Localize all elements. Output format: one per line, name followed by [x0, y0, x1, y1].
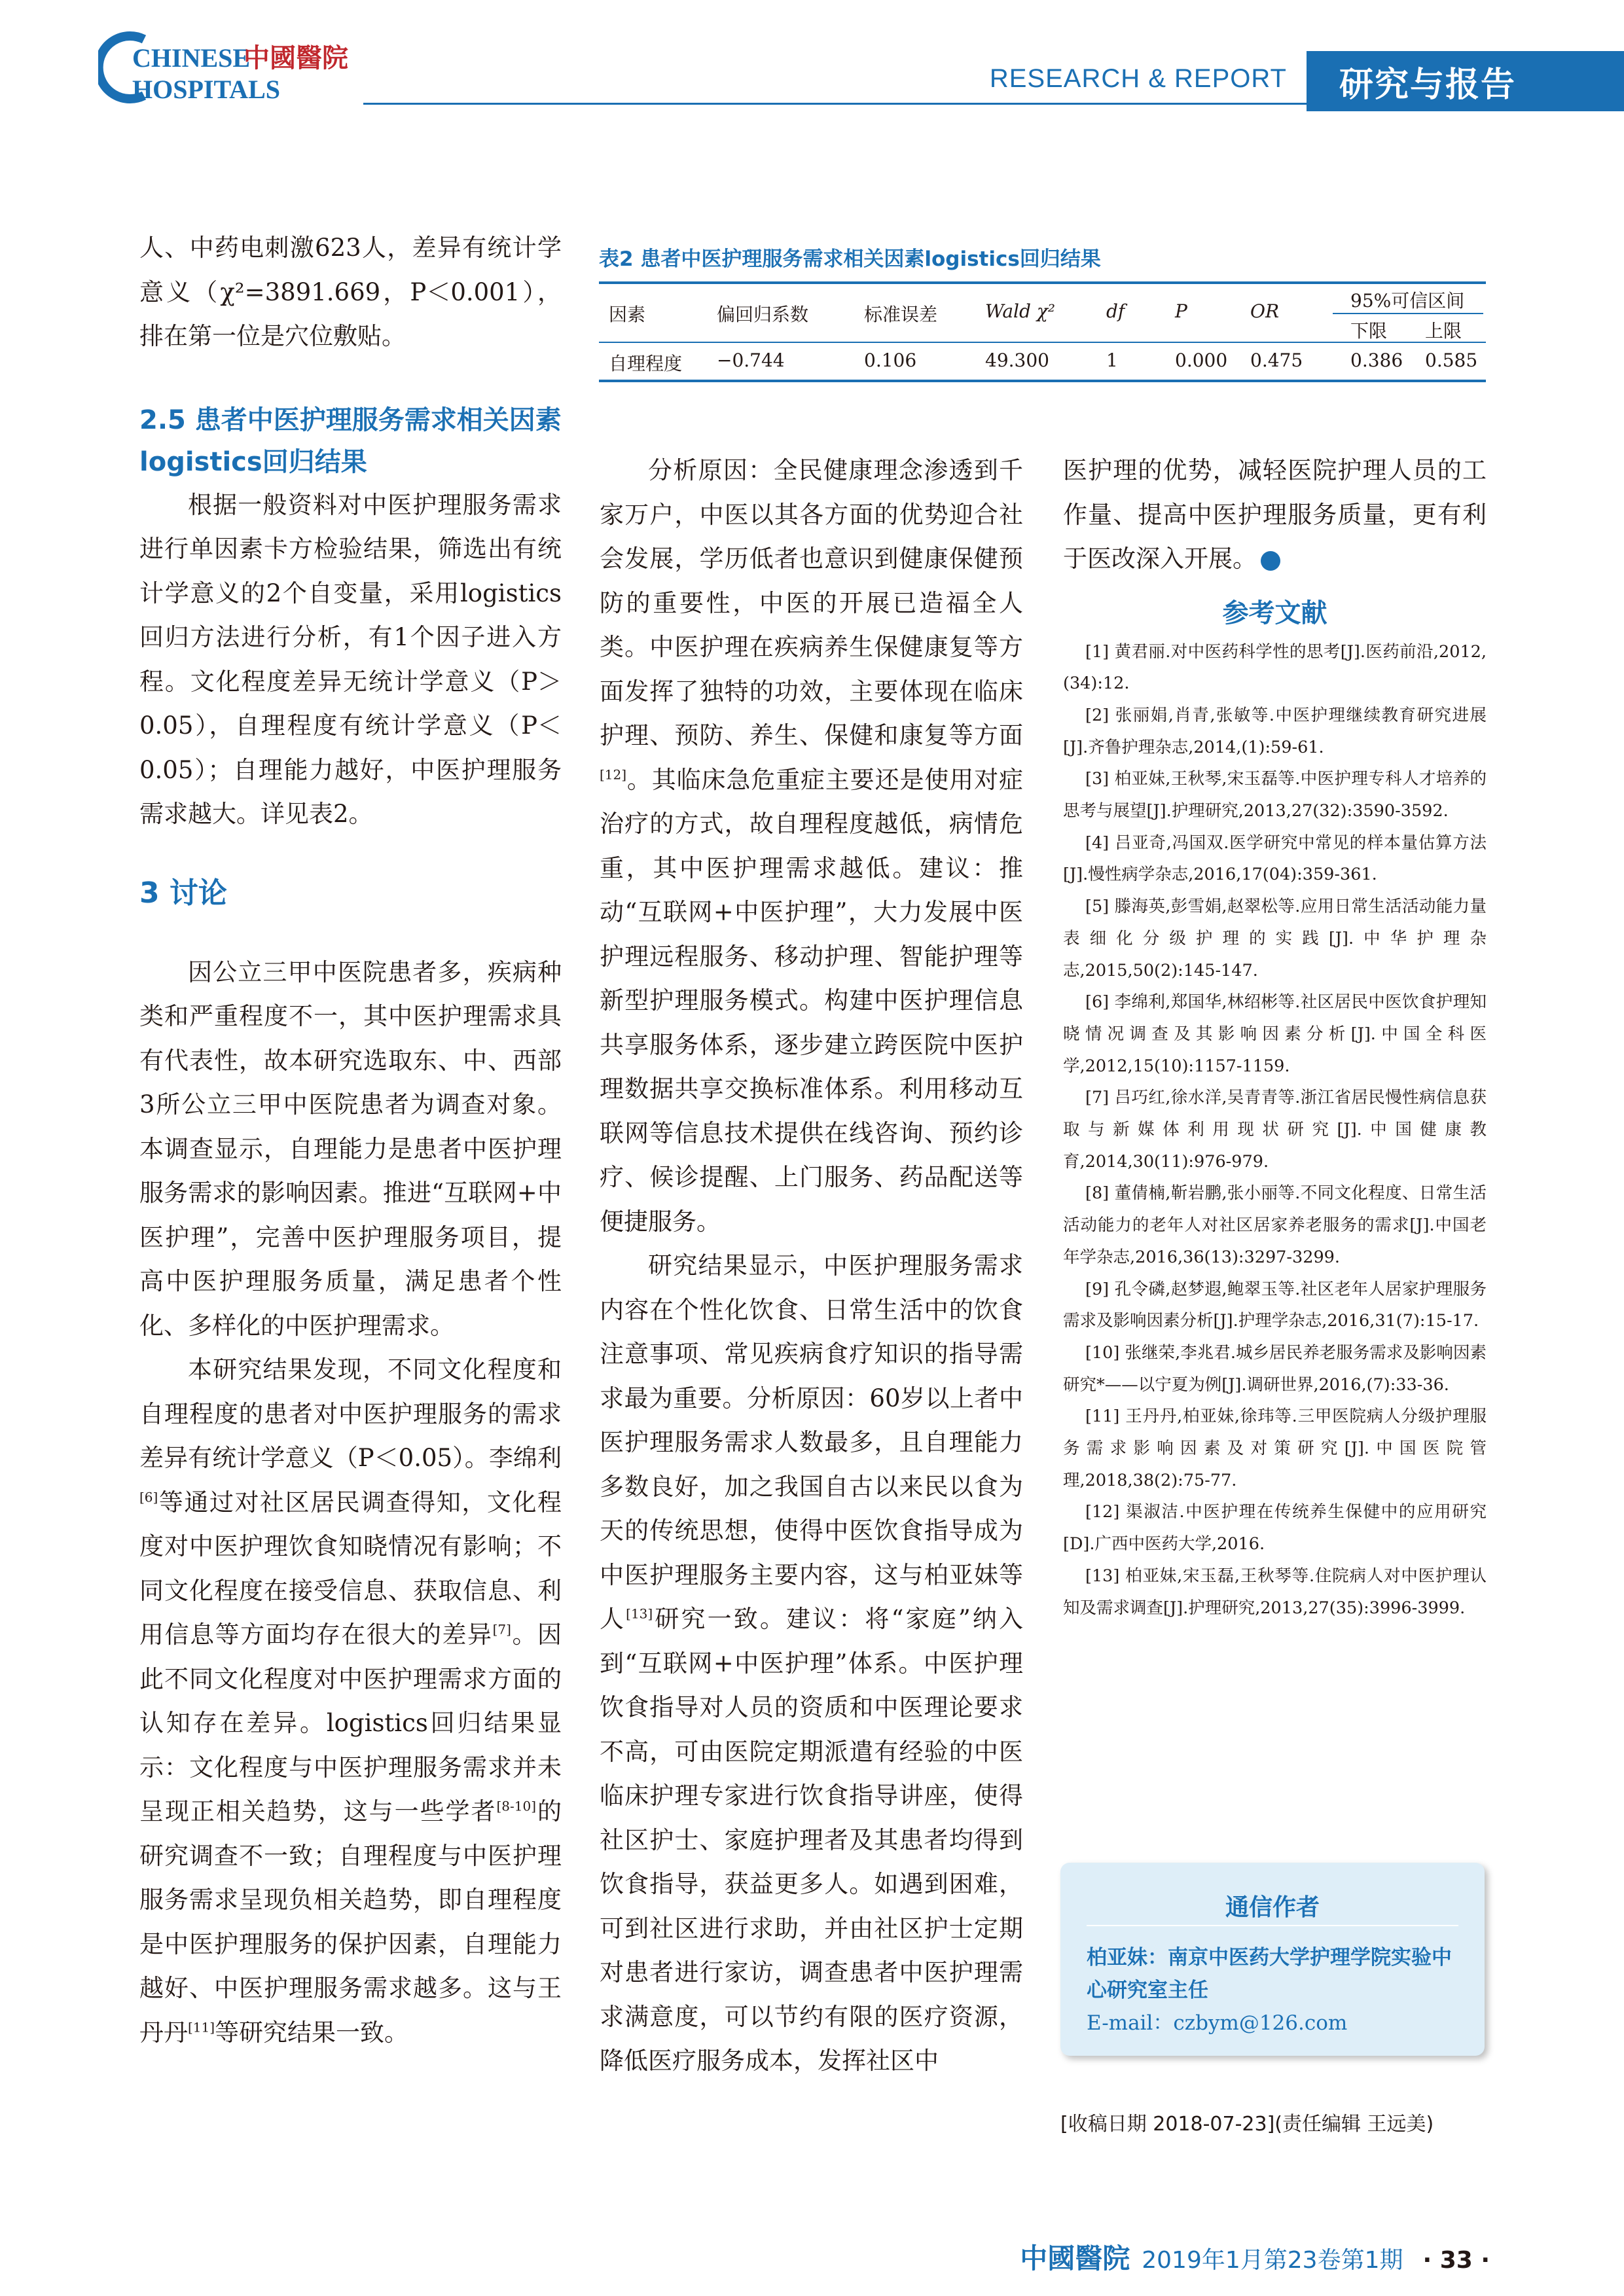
- paragraph-analysis-1: 分析原因：全民健康理念渗透到千家万户，中医以其各方面的优势迎合社会发展，学历低者也意识到健康保健预防的重要性，中医的开展已造福全人类。中医护理在疾病养生保健康复等方面发挥了独特的功效，主要体现在临床护理、预防、养生、保健和康复等方面[12]。其临床急危重症主要还是使用对症治疗的方式，故自理程度越低，病情危重，其中医护理需求越低。建议：推动“互联网+中医护理”，大力发展中医护理远程服务、移动护理、智能护理等新型护理服务模式。构建中医护理信息共享服务体系，逐步建立跨医院中医护理数据共享交换标准体系。利用移动互联网等信息技术提供在线咨询、预约诊疗、候诊提醒、上门服务、药品配送等便捷服务。: [600, 456, 1023, 1236]
- paragraph-discussion-2: 本研究结果发现，不同文化程度和自理程度的患者对中医护理服务的需求差异有统计学意义（P＜0.05）。李绵利[6]等通过对社区居民调查得知，文化程度对中医护理饮食知晓情况有影响；不同文化程度在接受信息、获取信息、利用信息等方面均存在很大的差异[7]。因此不同文化程度对中医护理需求方面的认知存在差异。logistics回归结果显示：文化程度与中医护理服务需求并未呈现正相关趋势，这与一些学者[8-10]的研究调查不一致；自理程度与中医护理服务需求呈现负相关趋势，即自理程度是中医护理服务的保护因素，自理能力越好、中医护理服务需求越多。这与王丹丹[11]等研究结果一致。: [139, 1355, 562, 2047]
- reference-item: [7] 吕巧红,徐水洋,吴青青等.浙江省居民慢性病信息获取与新媒体利用现状研究[J].中国健康教育,2014,30(11):976-979.: [1063, 1088, 1487, 1172]
- reference-item: [8] 董倩楠,靳岩鹏,张小丽等.不同文化程度、日常生活活动能力的老年人对社区居家养老服务的需求[J].中国老年学杂志,2016,36(13):3297-3299.: [1063, 1183, 1487, 1267]
- cell-factor: 自理程度: [609, 353, 683, 374]
- cell-df: 1: [1106, 350, 1118, 371]
- citation: [6]: [139, 1489, 158, 1505]
- footer-issue: 2019年1月第23卷第1期: [1142, 2247, 1403, 2274]
- logo-text-hospitals: HOSPITALS: [132, 75, 280, 104]
- paragraph-analysis-2: 研究结果显示，中医护理服务需求内容在个性化饮食、日常生活中的饮食注意事项、常见疾病食疗知识的指导需求最为重要。分析原因：60岁以上者中医护理服务需求人数最多，且自理能力多数良好，加之我国自古以来民以食为天的传统思想，使得中医饮食指导成为中医护理服务主要内容，这与柏亚妹等人[13]研究一致。建议：将“家庭”纳入到“互联网+中医护理”体系。中医护理饮食指导对人员的资质和中医理论要求不高，可由医院定期派遣有经验的中医临床护理专家进行饮食指导讲座，使得社区护士、家庭护理者及其患者均得到饮食指导，获益更多人。如遇到困难，可到社区进行求助，并由社区护士定期对患者进行家访，调查患者中医护理需求满意度，可以节约有限的医疗资源，降低医疗服务成本，发挥社区中: [600, 1251, 1023, 2075]
- reference-item: [4] 吕亚奇,冯国双.医学研究中常见的样本量估算方法[J].慢性病学杂志,2016,17(04):359-361.: [1063, 833, 1487, 885]
- col-header-b: 偏回归系数: [717, 304, 809, 325]
- section-label-en: RESEARCH & REPORT: [989, 64, 1287, 93]
- end-of-article-icon: [1261, 551, 1280, 571]
- col-header-ci: 95%可信区间: [1350, 290, 1465, 312]
- reference-list: [1063, 636, 1487, 1624]
- col-header-lower: 下限: [1350, 320, 1388, 342]
- citation: [13]: [626, 1605, 653, 1622]
- citation: [11]: [188, 2019, 215, 2036]
- section-heading-2-5: 2.5 患者中医护理服务需求相关因素logistics回归结果: [139, 404, 562, 477]
- cell-or: 0.475: [1250, 350, 1303, 371]
- col-header-or: OR: [1250, 300, 1280, 322]
- page-number: · 33 ·: [1422, 2247, 1490, 2274]
- reference-item: [9] 孔令磷,赵梦遐,鲍翠玉等.社区老年人居家护理服务需求及影响因素分析[J].护理学杂志,2016,31(7):15-17.: [1063, 1279, 1487, 1331]
- col-header-factor: 因素: [609, 304, 646, 325]
- col-header-p: P: [1175, 300, 1187, 322]
- citation: [7]: [492, 1621, 511, 1638]
- cell-p: 0.000: [1175, 350, 1228, 371]
- author-email[interactable]: E-mail：czbym@126.com: [1087, 2011, 1348, 2035]
- page-footer: [1020, 2237, 1490, 2276]
- reference-item: [6] 李绵利,郑国华,林绍彬等.社区居民中医饮食护理知晓情况调查及其影响因素分析[J].中国全科医学,2012,15(10):1157-1159.: [1063, 992, 1487, 1076]
- table-title: 表2 患者中医护理服务需求相关因素logistics回归结果: [599, 247, 1101, 271]
- reference-item: [10] 张继荣,李兆君.城乡居民养老服务需求及影响因素研究*——以宁夏为例[J].调研世界,2016,(7):33-36.: [1063, 1342, 1487, 1395]
- cell-wald: 49.300: [985, 350, 1049, 371]
- section-heading-3: 3 讨论: [139, 876, 227, 910]
- paragraph-discussion-1: 因公立三甲中医院患者多，疾病种类和严重程度不一，其中医护理需求具有代表性，故本研究选取东、中、西部3所公立三甲中医院患者为调查对象。本调查显示，自理能力是患者中医护理服务需求的影响因素。推进“互联网+中医护理”，完善中医护理服务项目，提高中医护理服务质量，满足患者个性化、多样化的中医护理需求。: [139, 958, 562, 1340]
- col-header-upper: 上限: [1425, 320, 1462, 342]
- citation: [8-10]: [496, 1798, 537, 1814]
- table-header-row: [599, 284, 1486, 343]
- author-box-divider: [1087, 1925, 1458, 1926]
- paragraph-continued-end: 医护理的优势，减轻医院护理人员的工作量、提高中医护理服务质量，更有利于医改深入开展。: [1063, 456, 1487, 573]
- col-header-se: 标准误差: [864, 304, 938, 325]
- references-title: 参考文献: [1222, 598, 1327, 628]
- cell-b: −0.744: [717, 350, 785, 371]
- reference-item: [12] 渠淑洁.中医护理在传统养生保健中的应用研究[D].广西中医药大学,2016.: [1063, 1502, 1487, 1554]
- column-left: [139, 226, 562, 2054]
- paragraph-continued: 人、中药电刺激623人，差异有统计学意义（χ²=3891.669，P＜0.001），排在第一位是穴位敷贴。: [139, 234, 562, 350]
- column-right: [1063, 448, 1487, 1624]
- received-date: [收稿日期 2018-07-23](责任编辑 王远美): [1060, 2113, 1434, 2136]
- citation: [12]: [600, 766, 627, 783]
- table-row: [599, 343, 1486, 380]
- reference-item: [5] 滕海英,彭雪娟,赵翠松等.应用日常生活活动能力量表细化分级护理的实践[J].中华护理杂志,2015,50(2):145-147.: [1063, 897, 1487, 980]
- cell-lower: 0.386: [1350, 350, 1403, 371]
- author-name-affiliation: 柏亚妹：南京中医药大学护理学院实验中心研究室主任: [1087, 1946, 1452, 2002]
- reference-item: [3] 柏亚妹,王秋琴,宋玉磊等.中医护理专科人才培养的思考与展望[J].护理研究,2013,27(32):3590-3592.: [1063, 769, 1487, 821]
- column-middle: [600, 448, 1023, 2083]
- author-box-text: [1087, 1941, 1465, 2039]
- logo-text-chinese: CHINESE: [132, 43, 251, 73]
- cell-upper: 0.585: [1425, 350, 1478, 371]
- footer-brand: 中國醫院: [1020, 2242, 1130, 2274]
- paragraph-2-5: 根据一般资料对中医护理服务需求进行单因素卡方检验结果，筛选出有统计学意义的2个自变量，采用logistics回归方法进行分析，有1个因子进入方程。文化程度差异无统计学意义（P＞0.05），自理程度有统计学意义（P＜0.05）；自理能力越好，中医护理服务需求越大。详见表2。: [139, 490, 562, 828]
- reference-item: [13] 柏亚妹,宋玉磊,王秋琴等.住院病人对中医护理认知及需求调查[J].护理研究,2013,27(35):3996-3999.: [1063, 1566, 1487, 1618]
- ci-divider: [1333, 313, 1483, 314]
- col-header-df: df: [1106, 300, 1125, 322]
- regression-table: [599, 281, 1486, 382]
- col-header-wald: Wald χ²: [985, 300, 1056, 322]
- corresponding-author-box: [1060, 1863, 1485, 2056]
- reference-item: [2] 张丽娟,肖青,张敏等.中医护理继续教育研究进展[J].齐鲁护理杂志,2014,(1):59-61.: [1063, 705, 1487, 757]
- journal-logo: [98, 25, 360, 107]
- logo-text-cn: 中國醫院: [244, 43, 348, 73]
- cell-se: 0.106: [864, 350, 917, 371]
- reference-item: [1] 黄君丽.对中医药科学性的思考[J].医药前沿,2012,(34):12.: [1063, 641, 1487, 694]
- reference-item: [11] 王丹丹,柏亚妹,徐玮等.三甲医院病人分级护理服务需求影响因素及对策研究[J].中国医院管理,2018,38(2):75-77.: [1063, 1407, 1487, 1490]
- section-label-cn: 研究与报告: [1307, 51, 1624, 111]
- author-box-title: 通信作者: [1225, 1894, 1320, 1921]
